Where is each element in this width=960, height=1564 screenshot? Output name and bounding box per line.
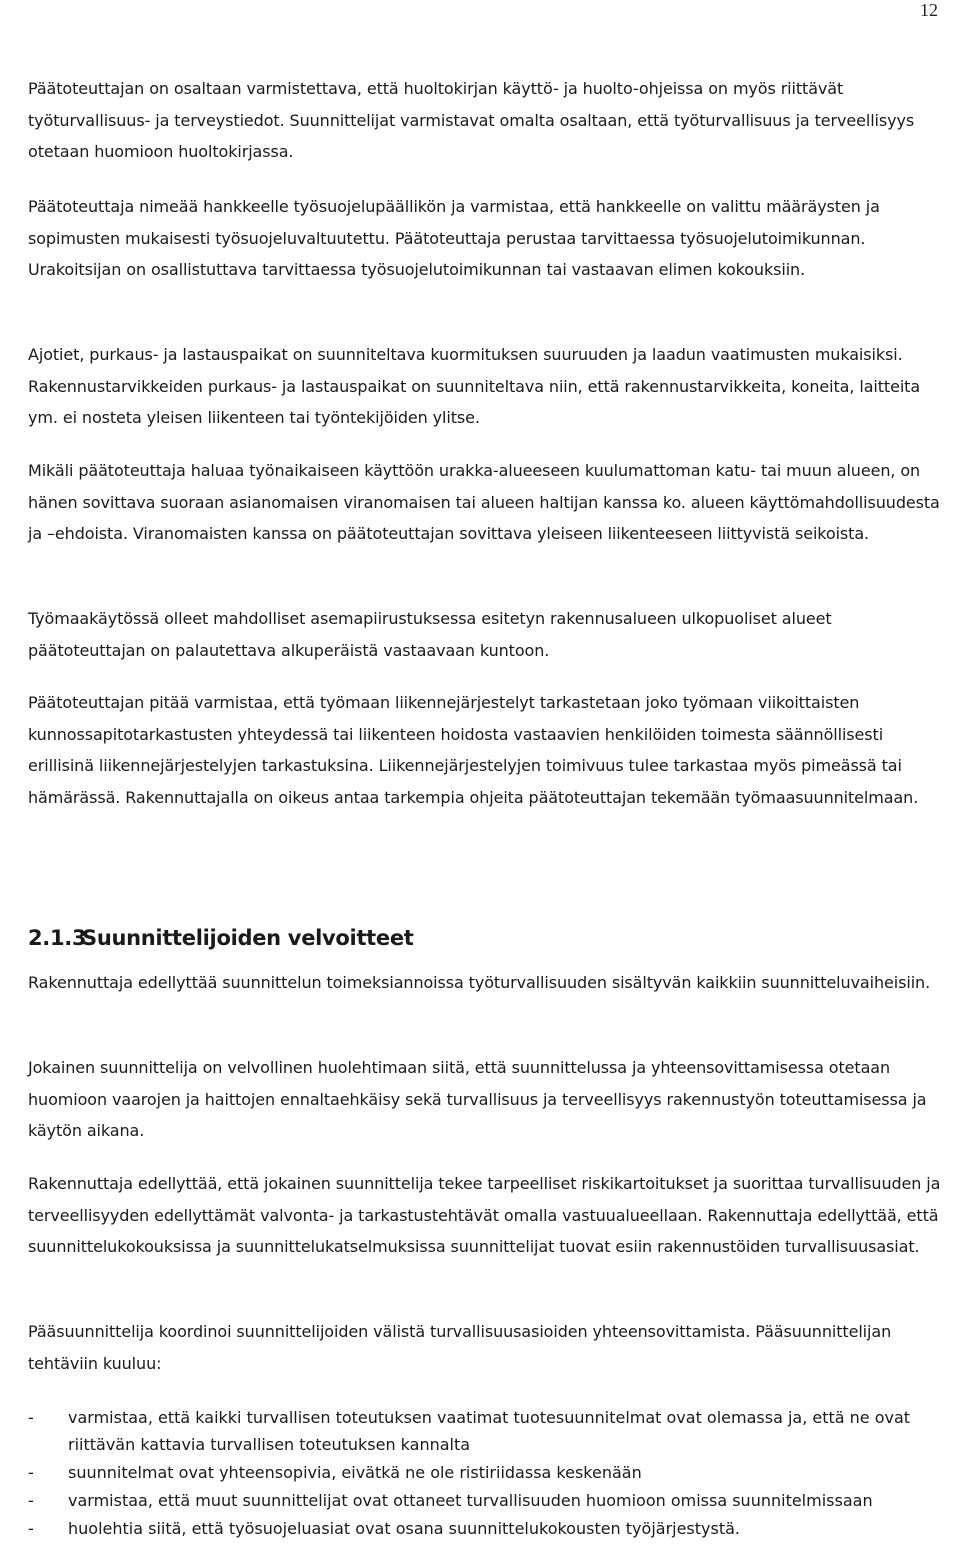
section-heading [28, 922, 414, 954]
paragraph-design-commissions: Rakennuttaja edellyttää suunnittelun toimeksiannoissa työturvallisuuden sisältyvän kaikkiin suunnitteluvaiheisiin. [28, 973, 931, 992]
list-item-text: varmistaa, että muut suunnittelijat ovat ottaneet turvallisuuden huomioon omissa suunnitelmissaan [68, 1491, 873, 1510]
paragraph-risk-assessments: Rakennuttaja edellyttää, että jokainen suunnittelija tekee tarpeelliset riskikartoitukset ja suorittaa turvallisuuden ja terveellisyyden edellyttämät valvonta- ja tarkastustehtävät omalla vastuualueellaan. Rakennuttaja edellyttää, että suunnittelukokouksissa ja suunnittelukatselmuksissa suunnittelijat tuovat esiin rakennustöiden turvallisuusasiat. [28, 1174, 941, 1256]
list-item [28, 1515, 948, 1542]
list-marker: - [28, 1463, 34, 1482]
paragraph-main-designer: Pääsuunnittelija koordinoi suunnittelijoiden välistä turvallisuusasioiden yhteensovittamista. Pääsuunnittelijan tehtäviin kuuluu: [28, 1322, 892, 1373]
list-item [28, 1404, 948, 1458]
paragraph-safety-manager: Päätoteuttaja nimeää hankkeelle työsuojelupäällikön ja varmistaa, että hankkeelle on valittu määräysten ja sopimusten mukaisesti työsuojeluvaltuutettu. Päätoteuttaja perustaa tarvittaessa työsuojelutoimikunnan. Urakoitsijan on osallistuttava tarvittaessa työsuojelutoimikunnan tai vastaavan elimen kokouksiin. [28, 197, 880, 279]
list-marker: - [28, 1491, 34, 1510]
paragraph-street-areas: Mikäli päätoteuttaja haluaa työnaikaiseen käyttöön urakka-alueeseen kuulumattoman katu- tai muun alueen, on hänen sovittava suoraan asianomaisen viranomaisen tai alueen haltijan kanssa ko. alueen käyttömahdollisuudesta ja –ehdoista. Viranomaisten kanssa on päätoteuttajan sovittava yleiseen liikenteeseen liittyvistä seikoista. [28, 461, 940, 543]
paragraph-maintenance-manual: Päätoteuttajan on osaltaan varmistettava, että huoltokirjan käyttö- ja huolto-ohjeissa on myös riittävät työturvallisuus- ja terveystiedot. Suunnittelijat varmistavat omalta osaltaan, että työturvallisuus ja terveellisyys otetaan huomioon huoltokirjassa. [28, 79, 915, 161]
list-marker: - [28, 1408, 34, 1427]
page-number: 12 [920, 0, 938, 20]
list-item-text: varmistaa, että kaikki turvallisen toteutuksen vaatimat tuotesuunnitelmat ovat olemassa ja, että ne ovat riittävän kattavia turvallisen toteutuksen kannalta [68, 1408, 911, 1454]
list-item [28, 1459, 948, 1486]
main-designer-task-list [28, 1404, 948, 1543]
paragraph-designer-duty: Jokainen suunnittelija on velvollinen huolehtimaan siitä, että suunnittelussa ja yhteensovittamisessa otetaan huomioon vaarojen ja haittojen ennaltaehkäisy sekä turvallisuus ja terveellisyys rakennustyön toteuttamisessa ja käytön aikana. [28, 1058, 927, 1140]
list-item [28, 1487, 948, 1514]
list-item-text: suunnitelmat ovat yhteensopivia, eivätkä ne ole ristiriidassa keskenään [68, 1463, 642, 1482]
paragraph-restore-areas: Työmaakäytössä olleet mahdolliset asemapiirustuksessa esitetyn rakennusalueen ulkopuoliset alueet päätoteuttajan on palautettava alkuperäistä vastaavaan kuntoon. [28, 609, 832, 660]
paragraph-traffic-arrangements: Päätoteuttajan pitää varmistaa, että työmaan liikennejärjestelyt tarkastetaan joko työmaan viikoittaisten kunnossapitotarkastusten yhteydessä tai liikenteen hoidosta vastaavien henkilöiden toimesta säännöllisesti erillisinä liikennejärjestelyjen tarkastuksina. Liikennejärjestelyjen toimivuus tulee tarkastaa myös pimeässä tai hämärässä. Rakennuttajalla on oikeus antaa tarkempia ohjeita päätoteuttajan tekemään työmaasuunnitelmaan. [28, 693, 919, 807]
section-number: 2.1.3 [28, 926, 87, 950]
paragraph-loading-areas: Ajotiet, purkaus- ja lastauspaikat on suunniteltava kuormituksen suuruuden ja laadun vaatimusten mukaisiksi. Rakennustarvikkeiden purkaus- ja lastauspaikat on suunniteltava niin, että rakennustarvikkeita, koneita, laitteita ym. ei nosteta yleisen liikenteen tai työntekijöiden ylitse. [28, 345, 921, 427]
list-marker: - [28, 1519, 34, 1538]
section-title: Suunnittelijoiden velvoitteet [82, 926, 414, 950]
list-item-text: huolehtia siitä, että työsuojeluasiat ovat osana suunnittelukokousten työjärjestystä. [68, 1519, 741, 1538]
